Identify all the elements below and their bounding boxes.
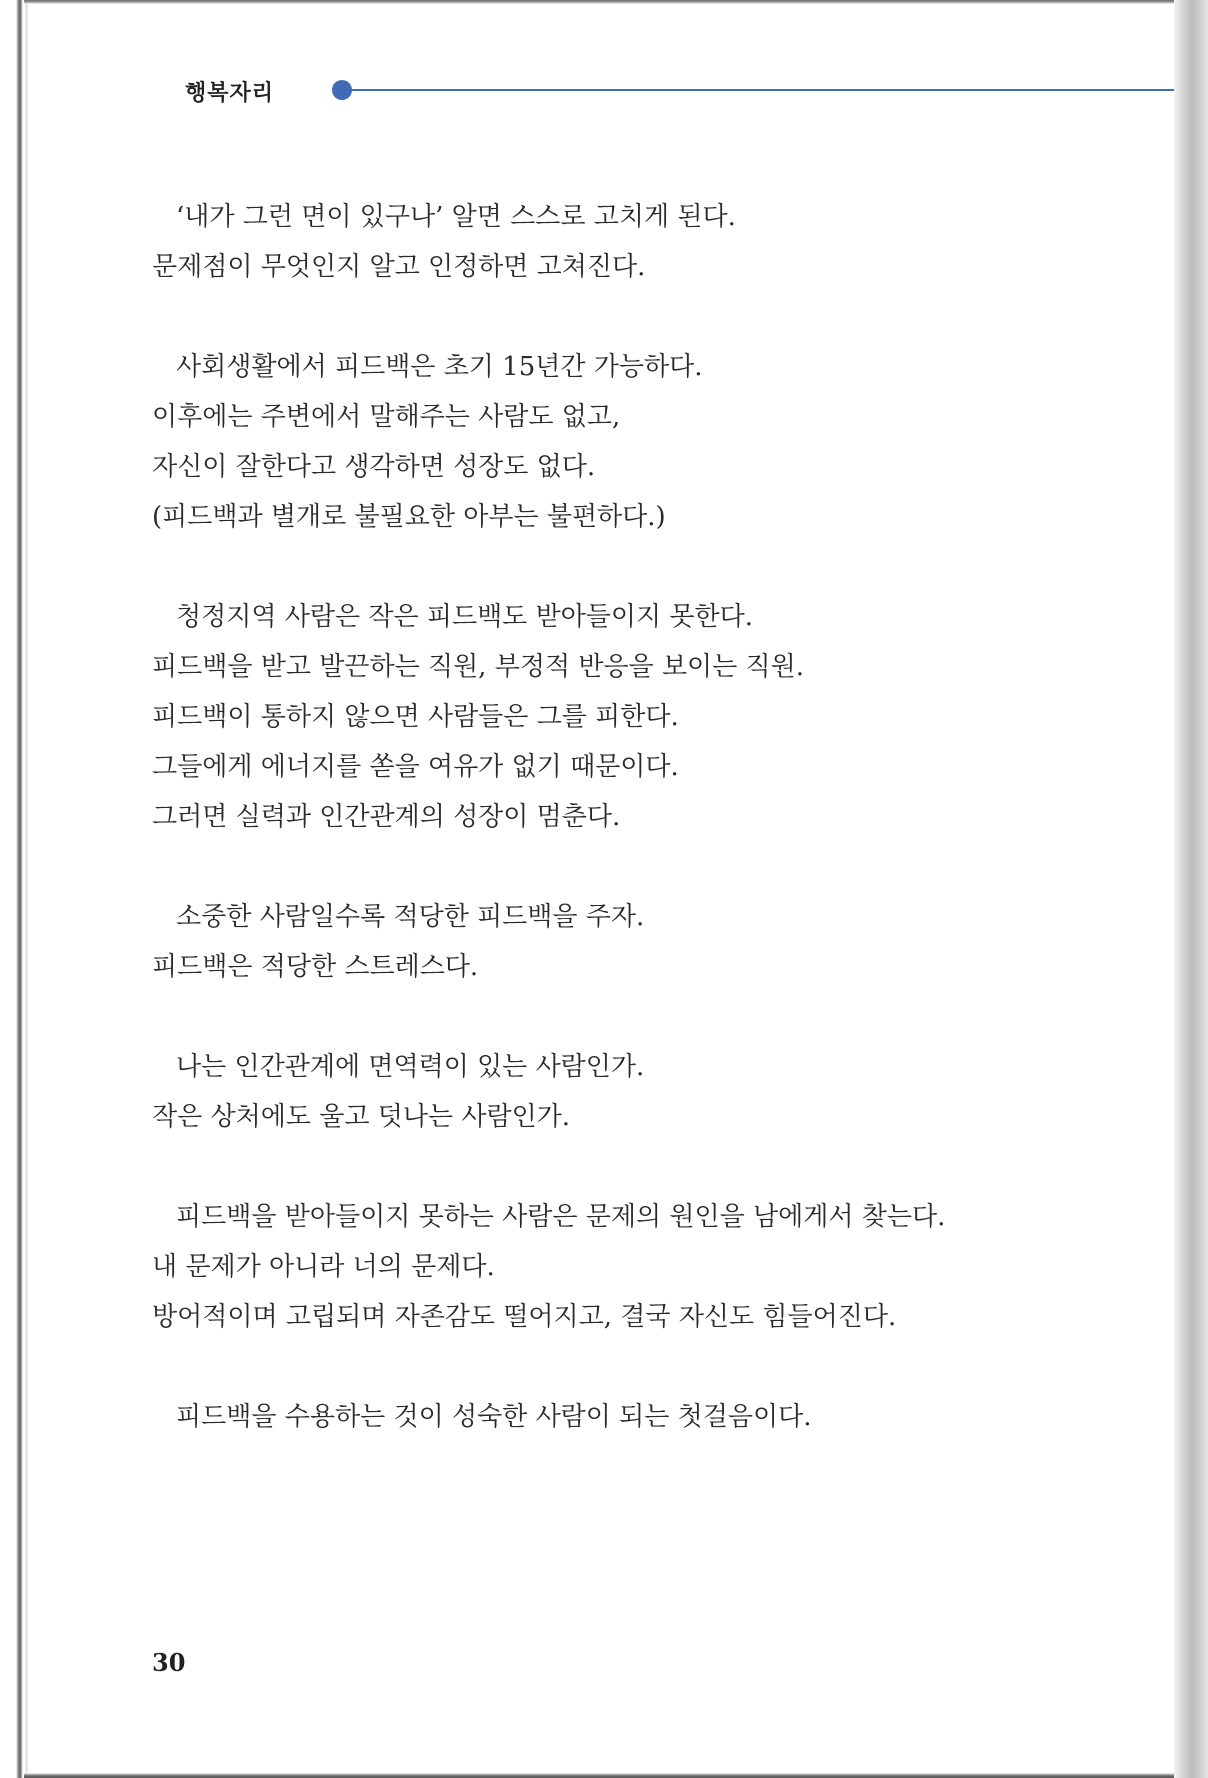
paragraph-7	[152, 1392, 1052, 1442]
body-text	[152, 192, 1052, 1492]
page-top-edge	[24, 0, 1208, 4]
text-line: 문제점이 무엇인지 알고 인정하면 고쳐진다.	[152, 252, 646, 282]
text-line: 피드백을 받아들이지 못하는 사람은 문제의 원인을 남에게서 찾는다.	[176, 1202, 946, 1232]
paragraph-1	[152, 192, 1052, 292]
paragraph-5	[152, 1042, 1052, 1142]
text-line: 그들에게 에너지를 쏟을 여유가 없기 때문이다.	[152, 752, 679, 782]
paragraph-6	[152, 1192, 1052, 1342]
text-line: 그러면 실력과 인간관계의 성장이 멈춘다.	[152, 802, 621, 832]
text-line: 내 문제가 아니라 너의 문제다.	[152, 1252, 495, 1282]
text-line: (피드백과 별개로 불필요한 아부는 불편하다.)	[152, 502, 666, 532]
text-line: ‘내가 그런 면이 있구나’ 알면 스스로 고치게 된다.	[176, 202, 736, 232]
text-line: 청정지역 사람은 작은 피드백도 받아들이지 못한다.	[176, 602, 754, 632]
text-line: 사회생활에서 피드백은 초기 15년간 가능하다.	[176, 352, 703, 382]
text-line: 작은 상처에도 울고 덧나는 사람인가.	[152, 1102, 571, 1132]
page-right-edge	[1174, 0, 1208, 1778]
text-line: 자신이 잘한다고 생각하면 성장도 없다.	[152, 452, 596, 482]
text-line: 피드백은 적당한 스트레스다.	[152, 952, 479, 982]
text-line: 방어적이며 고립되며 자존감도 떨어지고, 결국 자신도 힘들어진다.	[152, 1302, 897, 1332]
running-title: 행복자리	[185, 81, 275, 106]
text-line: 나는 인간관계에 면역력이 있는 사람인가.	[176, 1052, 645, 1082]
text-line: 소중한 사람일수록 적당한 피드백을 주자.	[176, 902, 645, 932]
page-bottom-edge	[24, 1773, 1208, 1778]
page-number: 30	[152, 1648, 186, 1677]
header-rule	[344, 89, 1174, 91]
paragraph-3	[152, 592, 1052, 842]
paragraph-2	[152, 342, 1052, 542]
text-line: 이후에는 주변에서 말해주는 사람도 없고,	[152, 402, 621, 432]
page-left-edge	[0, 0, 30, 1778]
paragraph-4	[152, 892, 1052, 992]
text-line: 피드백을 수용하는 것이 성숙한 사람이 되는 첫걸음이다.	[176, 1402, 812, 1432]
text-line: 피드백을 받고 발끈하는 직원, 부정적 반응을 보이는 직원.	[152, 652, 805, 682]
text-line: 피드백이 통하지 않으면 사람들은 그를 피한다.	[152, 702, 679, 732]
